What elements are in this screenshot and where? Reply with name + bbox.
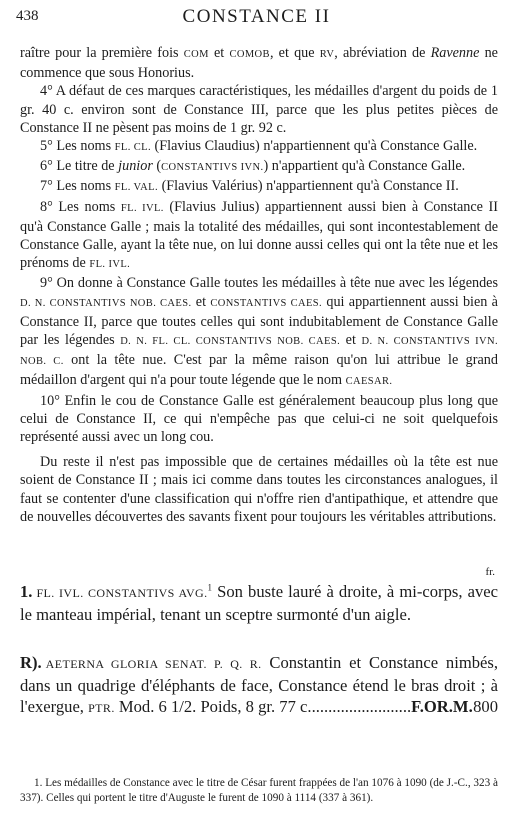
module-weight: Mod. 6 1/2. Poids, 8 gr. 77 c. bbox=[114, 697, 312, 716]
page-header bbox=[16, 6, 497, 30]
reverse-legend: AETERNA GLORIA SENAT. P. Q. R. bbox=[45, 657, 262, 671]
section-mark: fr. bbox=[485, 566, 495, 578]
footnote-number: 1. bbox=[34, 777, 43, 790]
paragraph-6: 6° Le titre de junior (CONSTANTIVS IVN.) n'appartient qu'à Constance Galle. bbox=[40, 158, 466, 175]
reverse-description: Constantin et Constance nimbés, dans un quadrige d'éléphants de face, Constance étend le bras droit ; à l'exergue, bbox=[20, 653, 498, 716]
footnote-text: Les médailles de Constance avec le titre de César furent frappées de l'an 1076 à 1090 (de J.-C., 323 à 337). Celles qui portent le titre d'Auguste le furent de 1090 à 1114 (337 à 361). bbox=[20, 777, 498, 804]
leader-dots: ........................ bbox=[311, 697, 412, 716]
catalogue-entry-reverse bbox=[20, 652, 498, 719]
paragraph-8: 8° Les noms FL. IVL. (Flavius Julius) appartiennent aussi bien à Constance II qu'à Constance Galle ; mais la totalité des médailles, qui sont incontestablement de Constance Galle, ayant la tête nue, on lui donne aussi celles qui ont la tête nue et les prénoms de FL. IVL. bbox=[20, 198, 499, 272]
mark-com: COM bbox=[183, 49, 209, 60]
paragraph-5: 5° Les noms FL. CL. (Flavius Claudius) n'appartiennent qu'à Constance Galle. bbox=[40, 138, 478, 155]
mark-comob: COMOB bbox=[229, 49, 270, 60]
obverse-legend: FL. IVL. CONSTANTIVS AVG. bbox=[36, 586, 208, 600]
mint-mark: PTR. bbox=[88, 701, 115, 715]
footnote-ref: 1 bbox=[207, 582, 212, 593]
rarity-metal: F.OR.M. bbox=[411, 697, 473, 716]
paragraph-9: 9° On donne à Constance Galle toutes les médailles à tête nue avec les légendes D. N. CONSTANTIVS NOB. CAES. et CONSTANTIVS CAES. qui appartiennent aussi bien à Constance II, parce que toutes celles qui sont indubitablement de Constance Galle par les légendes D. N. FL. CL. CONSTANTIVS NOB. CAES. et D. N. CONSTANTIVS IVN. NOB. C. ont la tête nue. C'est par la même raison qu'on lui attribue le grand médaillon d'argent qui n'a pour toute légende que le nom CAESAR. bbox=[20, 275, 499, 389]
mark-rv: RV bbox=[319, 49, 335, 60]
page-number: 438 bbox=[16, 8, 39, 24]
catalogue-entry-1 bbox=[20, 581, 498, 625]
price-value: 800 bbox=[473, 697, 498, 716]
obverse-description: Son buste lauré à droite, à mi-corps, avec le manteau impérial, tenant un sceptre surmonté d'un aigle. bbox=[20, 582, 498, 624]
running-title: CONSTANCE II bbox=[182, 6, 331, 27]
reverse-mark: R). bbox=[20, 653, 42, 672]
paragraph-7: 7° Les noms FL. VAL. (Flavius Valérius) n'appartiennent qu'à Constance II. bbox=[40, 178, 459, 195]
footnote bbox=[20, 765, 498, 816]
paragraph-10: 10° Enfin le cou de Constance Galle est généralement beaucoup plus long que celui de Constance II, ce qui n'empêche pas que celui-ci ne soit quelquefois représenté aussi avec un long cou. bbox=[20, 392, 498, 446]
paragraph-continuation: raître pour la première fois COM et COMOB, et que RV, abréviation de Ravenne ne commence que sous Honorius. bbox=[20, 45, 498, 82]
main-text bbox=[20, 44, 498, 526]
ravenne-word: Ravenne bbox=[430, 45, 480, 61]
entry-number: 1. bbox=[20, 582, 33, 601]
paragraph-conclusion: Du reste il n'est pas impossible que de certaines médailles où la tête est nue soient de Constance II ; mais ici comme dans toutes les circonstances analogues, il faut se contenter d'une classification qui n'offre rien d'antipathique, et attendre que de nouvelles découvertes des savants fixent pour toujours les véritables attributions. bbox=[20, 454, 498, 525]
paragraph-4: 4° A défaut de ces marques caractéristiques, les médailles d'argent du poids de 1 gr. 40 c. environ sont de Constance III, parce que les plus petites pièces de Constance II ne pèsent pas moins de 1 gr. 92 c. bbox=[20, 83, 498, 136]
